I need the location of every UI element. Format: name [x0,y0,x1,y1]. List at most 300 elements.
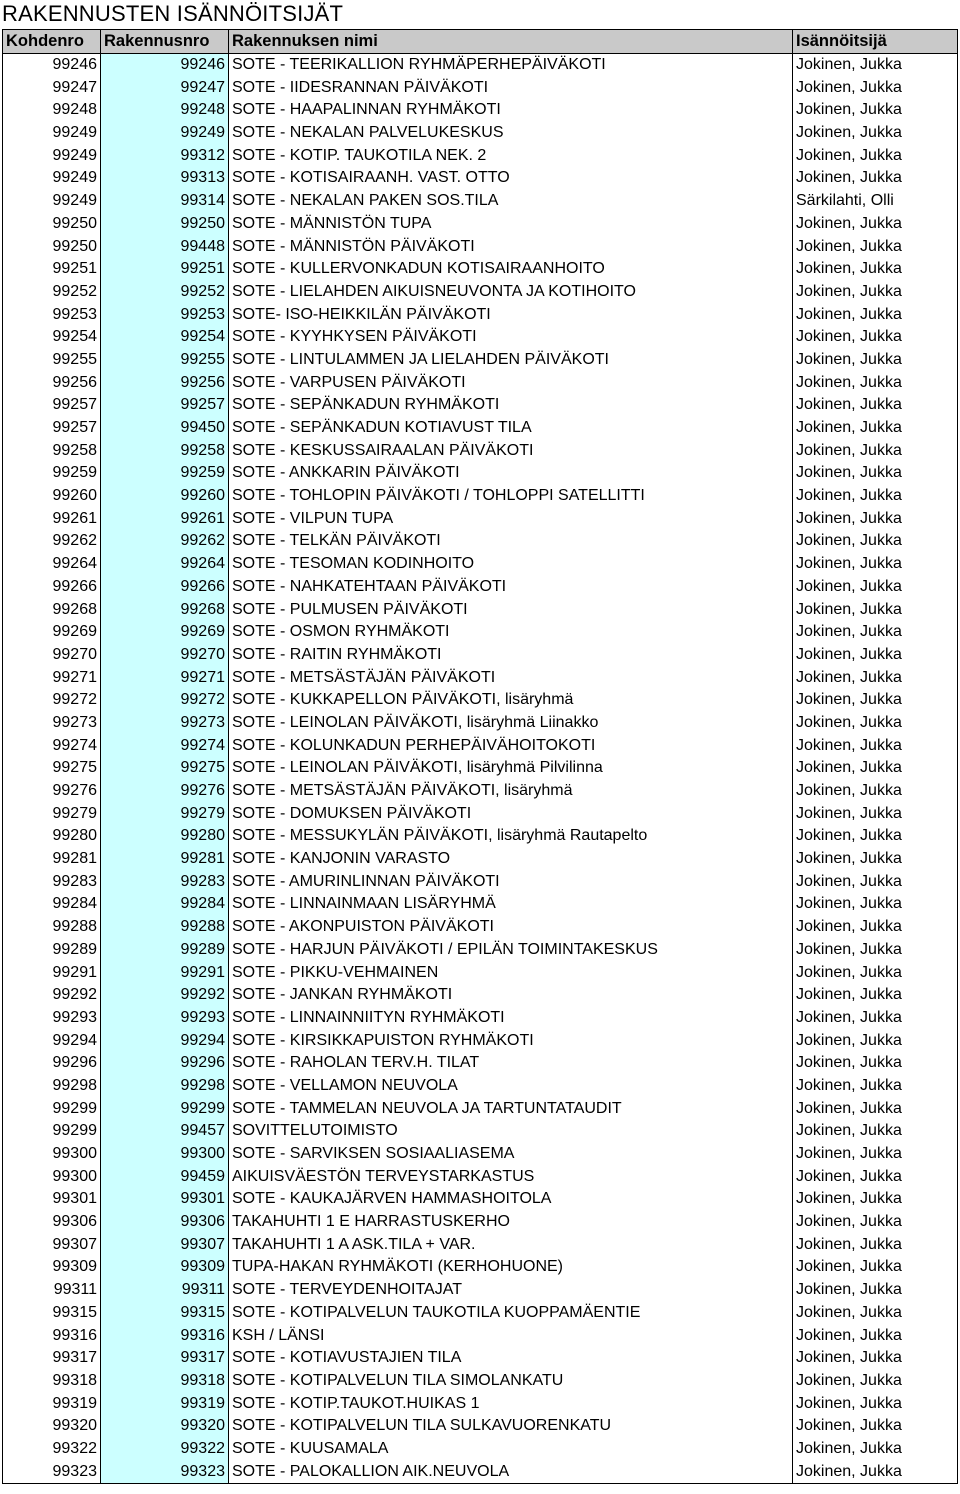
kohdenro-cell: 99289 [3,939,101,962]
building-name-cell: SOTE - KIRSIKKAPUISTON RYHMÄKOTI [229,1029,793,1052]
table-row [3,1052,958,1075]
buildings-table [2,29,958,1484]
rakennusnro-cell: 99279 [101,802,229,825]
table-row [3,1211,958,1234]
kohdenro-cell: 99299 [3,1097,101,1120]
manager-cell: Jokinen, Jukka [793,1460,958,1483]
rakennusnro-cell: 99259 [101,462,229,485]
table-row [3,802,958,825]
kohdenro-cell: 99247 [3,76,101,99]
kohdenro-cell: 99307 [3,1233,101,1256]
building-name-cell: SOTE - ANKKARIN PÄIVÄKOTI [229,462,793,485]
manager-cell: Jokinen, Jukka [793,1029,958,1052]
building-name-cell: SOTE - VARPUSEN PÄIVÄKOTI [229,371,793,394]
manager-cell: Jokinen, Jukka [793,1370,958,1393]
rakennusnro-cell: 99311 [101,1279,229,1302]
rakennusnro-cell: 99280 [101,825,229,848]
manager-cell: Jokinen, Jukka [793,1052,958,1075]
table-row [3,893,958,916]
kohdenro-cell: 99249 [3,190,101,213]
table-body [3,53,958,1483]
rakennusnro-cell: 99249 [101,122,229,145]
manager-cell: Jokinen, Jukka [793,1120,958,1143]
kohdenro-cell: 99284 [3,893,101,916]
rakennusnro-cell: 99296 [101,1052,229,1075]
rakennusnro-cell: 99293 [101,1007,229,1030]
table-row [3,258,958,281]
rakennusnro-cell: 99316 [101,1324,229,1347]
building-name-cell: SOTE - KOTIP.TAUKOT.HUIKAS 1 [229,1392,793,1415]
kohdenro-cell: 99268 [3,598,101,621]
table-row [3,417,958,440]
kohdenro-cell: 99259 [3,462,101,485]
table-row [3,122,958,145]
building-name-cell: SOTE - TAMMELAN NEUVOLA JA TARTUNTATAUDIT [229,1097,793,1120]
kohdenro-cell: 99311 [3,1279,101,1302]
table-row [3,281,958,304]
building-name-cell: SOTE - AMURINLINNAN PÄIVÄKOTI [229,870,793,893]
rakennusnro-cell: 99261 [101,507,229,530]
kohdenro-cell: 99272 [3,689,101,712]
building-name-cell: SOTE - NAHKATEHTAAN PÄIVÄKOTI [229,576,793,599]
kohdenro-cell: 99274 [3,734,101,757]
kohdenro-cell: 99317 [3,1347,101,1370]
table-row [3,190,958,213]
rakennusnro-cell: 99260 [101,485,229,508]
building-name-cell: SOTE - JANKAN RYHMÄKOTI [229,984,793,1007]
building-name-cell: SOTE - KOTIPALVELUN TILA SIMOLANKATU [229,1370,793,1393]
rakennusnro-cell: 99283 [101,870,229,893]
rakennusnro-cell: 99262 [101,530,229,553]
table-row [3,439,958,462]
building-name-cell: SOTE - LEINOLAN PÄIVÄKOTI, lisäryhmä Liinakko [229,712,793,735]
rakennusnro-cell: 99291 [101,961,229,984]
manager-cell: Jokinen, Jukka [793,644,958,667]
manager-cell: Jokinen, Jukka [793,825,958,848]
manager-cell: Jokinen, Jukka [793,1165,958,1188]
manager-cell: Jokinen, Jukka [793,122,958,145]
building-name-cell: SOTE - KULLERVONKADUN KOTISAIRAANHOITO [229,258,793,281]
rakennusnro-cell: 99314 [101,190,229,213]
building-name-cell: SOTE - LINNAINMAAN LISÄRYHMÄ [229,893,793,916]
building-name-cell: SOTE - KOLUNKADUN PERHEPÄIVÄHOITOKOTI [229,734,793,757]
manager-cell: Jokinen, Jukka [793,281,958,304]
manager-cell: Jokinen, Jukka [793,99,958,122]
table-row [3,734,958,757]
table-row [3,303,958,326]
rakennusnro-cell: 99253 [101,303,229,326]
building-name-cell: SOTE - KOTIP. TAUKOTILA NEK. 2 [229,144,793,167]
manager-cell: Jokinen, Jukka [793,213,958,236]
kohdenro-cell: 99280 [3,825,101,848]
building-name-cell: SOTE - HARJUN PÄIVÄKOTI / EPILÄN TOIMINTAKESKUS [229,939,793,962]
table-row [3,1392,958,1415]
table-row [3,1370,958,1393]
table-row [3,939,958,962]
kohdenro-cell: 99300 [3,1143,101,1166]
building-name-cell: SOTE - LINTULAMMEN JA LIELAHDEN PÄIVÄKOTI [229,349,793,372]
building-name-cell: SOTE - LIELAHDEN AIKUISNEUVONTA JA KOTIHOITO [229,281,793,304]
manager-cell: Jokinen, Jukka [793,349,958,372]
table-row [3,576,958,599]
rakennusnro-cell: 99269 [101,621,229,644]
kohdenro-cell: 99319 [3,1392,101,1415]
table-row [3,530,958,553]
rakennusnro-cell: 99292 [101,984,229,1007]
building-name-cell: SOTE - SEPÄNKADUN RYHMÄKOTI [229,394,793,417]
manager-cell: Jokinen, Jukka [793,1233,958,1256]
building-name-cell: SOVITTELUTOIMISTO [229,1120,793,1143]
kohdenro-cell: 99250 [3,213,101,236]
kohdenro-cell: 99323 [3,1460,101,1483]
table-row [3,371,958,394]
manager-cell: Jokinen, Jukka [793,485,958,508]
kohdenro-cell: 99248 [3,99,101,122]
table-row [3,1302,958,1325]
kohdenro-cell: 99298 [3,1075,101,1098]
manager-cell: Jokinen, Jukka [793,757,958,780]
table-row [3,780,958,803]
building-name-cell: TUPA-HAKAN RYHMÄKOTI (KERHOHUONE) [229,1256,793,1279]
table-row [3,1143,958,1166]
building-name-cell: SOTE - AKONPUISTON PÄIVÄKOTI [229,916,793,939]
building-name-cell: SOTE - KANJONIN VARASTO [229,848,793,871]
kohdenro-cell: 99292 [3,984,101,1007]
manager-cell: Jokinen, Jukka [793,553,958,576]
kohdenro-cell: 99266 [3,576,101,599]
kohdenro-cell: 99252 [3,281,101,304]
kohdenro-cell: 99276 [3,780,101,803]
kohdenro-cell: 99315 [3,1302,101,1325]
rakennusnro-cell: 99289 [101,939,229,962]
manager-cell: Jokinen, Jukka [793,984,958,1007]
table-row [3,1165,958,1188]
table-row [3,666,958,689]
manager-cell: Jokinen, Jukka [793,326,958,349]
manager-cell: Särkilahti, Olli [793,190,958,213]
column-header-isannoitsija: Isännöitsijä [793,30,958,54]
rakennusnro-cell: 99300 [101,1143,229,1166]
table-row [3,235,958,258]
manager-cell: Jokinen, Jukka [793,734,958,757]
kohdenro-cell: 99279 [3,802,101,825]
column-header-rakennuksen-nimi: Rakennuksen nimi [229,30,793,54]
building-name-cell: SOTE - PULMUSEN PÄIVÄKOTI [229,598,793,621]
rakennusnro-cell: 99306 [101,1211,229,1234]
table-row [3,213,958,236]
kohdenro-cell: 99291 [3,961,101,984]
table-row [3,1233,958,1256]
kohdenro-cell: 99294 [3,1029,101,1052]
kohdenro-cell: 99261 [3,507,101,530]
kohdenro-cell: 99251 [3,258,101,281]
rakennusnro-cell: 99271 [101,666,229,689]
kohdenro-cell: 99309 [3,1256,101,1279]
rakennusnro-cell: 99254 [101,326,229,349]
building-name-cell: SOTE - NEKALAN PALVELUKESKUS [229,122,793,145]
manager-cell: Jokinen, Jukka [793,1075,958,1098]
kohdenro-cell: 99254 [3,326,101,349]
rakennusnro-cell: 99250 [101,213,229,236]
kohdenro-cell: 99299 [3,1120,101,1143]
building-name-cell: SOTE - KUKKAPELLON PÄIVÄKOTI, lisäryhmä [229,689,793,712]
rakennusnro-cell: 99319 [101,1392,229,1415]
rakennusnro-cell: 99299 [101,1097,229,1120]
manager-cell: Jokinen, Jukka [793,462,958,485]
rakennusnro-cell: 99246 [101,53,229,76]
manager-cell: Jokinen, Jukka [793,76,958,99]
building-name-cell: SOTE - TESOMAN KODINHOITO [229,553,793,576]
manager-cell: Jokinen, Jukka [793,1256,958,1279]
table-row [3,1120,958,1143]
manager-cell: Jokinen, Jukka [793,394,958,417]
manager-cell: Jokinen, Jukka [793,1188,958,1211]
table-row [3,984,958,1007]
kohdenro-cell: 99320 [3,1415,101,1438]
table-row [3,961,958,984]
kohdenro-cell: 99273 [3,712,101,735]
table-row [3,326,958,349]
kohdenro-cell: 99249 [3,167,101,190]
manager-cell: Jokinen, Jukka [793,1415,958,1438]
table-row [3,1347,958,1370]
column-header-kohdenro: Kohdenro [3,30,101,54]
building-name-cell: SOTE - LINNAINNIITYN RYHMÄKOTI [229,1007,793,1030]
manager-cell: Jokinen, Jukka [793,576,958,599]
building-name-cell: SOTE - HAAPALINNAN RYHMÄKOTI [229,99,793,122]
table-row [3,553,958,576]
building-name-cell: SOTE - KESKUSSAIRAALAN PÄIVÄKOTI [229,439,793,462]
table-row [3,1007,958,1030]
building-name-cell: SOTE - LEINOLAN PÄIVÄKOTI, lisäryhmä Pilvilinna [229,757,793,780]
table-row [3,1324,958,1347]
table-header-row [3,30,958,54]
manager-cell: Jokinen, Jukka [793,1302,958,1325]
rakennusnro-cell: 99248 [101,99,229,122]
table-row [3,1279,958,1302]
table-row [3,349,958,372]
manager-cell: Jokinen, Jukka [793,417,958,440]
building-name-cell: SOTE - RAHOLAN TERV.H. TILAT [229,1052,793,1075]
building-name-cell: SOTE - KAUKAJÄRVEN HAMMASHOITOLA [229,1188,793,1211]
building-name-cell: SOTE - NEKALAN PAKEN SOS.TILA [229,190,793,213]
kohdenro-cell: 99264 [3,553,101,576]
table-row [3,916,958,939]
building-name-cell: SOTE - SARVIKSEN SOSIAALIASEMA [229,1143,793,1166]
building-name-cell: SOTE - DOMUKSEN PÄIVÄKOTI [229,802,793,825]
building-name-cell: SOTE - TERVEYDENHOITAJAT [229,1279,793,1302]
rakennusnro-cell: 99252 [101,281,229,304]
kohdenro-cell: 99249 [3,122,101,145]
building-name-cell: SOTE - KOTIAVUSTAJIEN TILA [229,1347,793,1370]
building-name-cell: SOTE - KYYHKYSEN PÄIVÄKOTI [229,326,793,349]
table-row [3,1438,958,1461]
manager-cell: Jokinen, Jukka [793,666,958,689]
table-row [3,167,958,190]
rakennusnro-cell: 99323 [101,1460,229,1483]
kohdenro-cell: 99318 [3,1370,101,1393]
kohdenro-cell: 99258 [3,439,101,462]
rakennusnro-cell: 99274 [101,734,229,757]
rakennusnro-cell: 99312 [101,144,229,167]
rakennusnro-cell: 99457 [101,1120,229,1143]
table-row [3,848,958,871]
manager-cell: Jokinen, Jukka [793,1211,958,1234]
rakennusnro-cell: 99268 [101,598,229,621]
building-name-cell: SOTE - KOTIPALVELUN TILA SULKAVUORENKATU [229,1415,793,1438]
rakennusnro-cell: 99258 [101,439,229,462]
manager-cell: Jokinen, Jukka [793,167,958,190]
manager-cell: Jokinen, Jukka [793,870,958,893]
rakennusnro-cell: 99270 [101,644,229,667]
manager-cell: Jokinen, Jukka [793,1143,958,1166]
table-row [3,598,958,621]
building-name-cell: SOTE - TELKÄN PÄIVÄKOTI [229,530,793,553]
table-row [3,1188,958,1211]
building-name-cell: SOTE - SEPÄNKADUN KOTIAVUST TILA [229,417,793,440]
kohdenro-cell: 99270 [3,644,101,667]
manager-cell: Jokinen, Jukka [793,802,958,825]
table-row [3,757,958,780]
table-row [3,1415,958,1438]
kohdenro-cell: 99271 [3,666,101,689]
table-row [3,621,958,644]
kohdenro-cell: 99257 [3,394,101,417]
rakennusnro-cell: 99294 [101,1029,229,1052]
kohdenro-cell: 99250 [3,235,101,258]
building-name-cell: SOTE - MESSUKYLÄN PÄIVÄKOTI, lisäryhmä Rautapelto [229,825,793,848]
manager-cell: Jokinen, Jukka [793,848,958,871]
building-name-cell: SOTE - TEERIKALLION RYHMÄPERHEPÄIVÄKOTI [229,53,793,76]
rakennusnro-cell: 99317 [101,1347,229,1370]
rakennusnro-cell: 99448 [101,235,229,258]
rakennusnro-cell: 99257 [101,394,229,417]
building-name-cell: TAKAHUHTI 1 E HARRASTUSKERHO [229,1211,793,1234]
manager-cell: Jokinen, Jukka [793,1438,958,1461]
manager-cell: Jokinen, Jukka [793,235,958,258]
column-header-rakennusnro: Rakennusnro [101,30,229,54]
manager-cell: Jokinen, Jukka [793,893,958,916]
kohdenro-cell: 99288 [3,916,101,939]
manager-cell: Jokinen, Jukka [793,1324,958,1347]
table-row [3,1256,958,1279]
rakennusnro-cell: 99459 [101,1165,229,1188]
rakennusnro-cell: 99275 [101,757,229,780]
table-row [3,394,958,417]
kohdenro-cell: 99257 [3,417,101,440]
table-row [3,825,958,848]
kohdenro-cell: 99246 [3,53,101,76]
rakennusnro-cell: 99272 [101,689,229,712]
manager-cell: Jokinen, Jukka [793,303,958,326]
manager-cell: Jokinen, Jukka [793,439,958,462]
manager-cell: Jokinen, Jukka [793,961,958,984]
kohdenro-cell: 99262 [3,530,101,553]
rakennusnro-cell: 99313 [101,167,229,190]
building-name-cell: SOTE - OSMON RYHMÄKOTI [229,621,793,644]
kohdenro-cell: 99281 [3,848,101,871]
rakennusnro-cell: 99256 [101,371,229,394]
manager-cell: Jokinen, Jukka [793,1007,958,1030]
manager-cell: Jokinen, Jukka [793,1392,958,1415]
rakennusnro-cell: 99450 [101,417,229,440]
manager-cell: Jokinen, Jukka [793,371,958,394]
kohdenro-cell: 99316 [3,1324,101,1347]
manager-cell: Jokinen, Jukka [793,1347,958,1370]
manager-cell: Jokinen, Jukka [793,530,958,553]
kohdenro-cell: 99260 [3,485,101,508]
rakennusnro-cell: 99276 [101,780,229,803]
building-name-cell: SOTE - RAITIN RYHMÄKOTI [229,644,793,667]
kohdenro-cell: 99283 [3,870,101,893]
table-row [3,507,958,530]
manager-cell: Jokinen, Jukka [793,1097,958,1120]
manager-cell: Jokinen, Jukka [793,144,958,167]
building-name-cell: TAKAHUHTI 1 A ASK.TILA + VAR. [229,1233,793,1256]
kohdenro-cell: 99301 [3,1188,101,1211]
rakennusnro-cell: 99320 [101,1415,229,1438]
rakennusnro-cell: 99318 [101,1370,229,1393]
building-name-cell: SOTE - KUUSAMALA [229,1438,793,1461]
building-name-cell: SOTE - VELLAMON NEUVOLA [229,1075,793,1098]
table-row [3,144,958,167]
building-name-cell: SOTE - VILPUN TUPA [229,507,793,530]
rakennusnro-cell: 99298 [101,1075,229,1098]
table-row [3,644,958,667]
kohdenro-cell: 99255 [3,349,101,372]
rakennusnro-cell: 99255 [101,349,229,372]
table-row [3,53,958,76]
rakennusnro-cell: 99251 [101,258,229,281]
building-name-cell: SOTE- ISO-HEIKKILÄN PÄIVÄKOTI [229,303,793,326]
table-row [3,76,958,99]
rakennusnro-cell: 99301 [101,1188,229,1211]
manager-cell: Jokinen, Jukka [793,598,958,621]
manager-cell: Jokinen, Jukka [793,916,958,939]
rakennusnro-cell: 99284 [101,893,229,916]
building-name-cell: SOTE - MÄNNISTÖN TUPA [229,213,793,236]
kohdenro-cell: 99249 [3,144,101,167]
table-row [3,1097,958,1120]
manager-cell: Jokinen, Jukka [793,939,958,962]
manager-cell: Jokinen, Jukka [793,507,958,530]
building-name-cell: SOTE - IIDESRANNAN PÄIVÄKOTI [229,76,793,99]
manager-cell: Jokinen, Jukka [793,53,958,76]
building-name-cell: SOTE - PIKKU-VEHMAINEN [229,961,793,984]
table-row [3,712,958,735]
rakennusnro-cell: 99273 [101,712,229,735]
building-name-cell: SOTE - METSÄSTÄJÄN PÄIVÄKOTI, lisäryhmä [229,780,793,803]
kohdenro-cell: 99306 [3,1211,101,1234]
rakennusnro-cell: 99307 [101,1233,229,1256]
kohdenro-cell: 99300 [3,1165,101,1188]
kohdenro-cell: 99256 [3,371,101,394]
table-row [3,1460,958,1483]
kohdenro-cell: 99322 [3,1438,101,1461]
building-name-cell: SOTE - MÄNNISTÖN PÄIVÄKOTI [229,235,793,258]
building-name-cell: KSH / LÄNSI [229,1324,793,1347]
building-name-cell: SOTE - KOTIPALVELUN TAUKOTILA KUOPPAMÄENTIE [229,1302,793,1325]
manager-cell: Jokinen, Jukka [793,712,958,735]
rakennusnro-cell: 99288 [101,916,229,939]
table-row [3,1075,958,1098]
rakennusnro-cell: 99247 [101,76,229,99]
manager-cell: Jokinen, Jukka [793,1279,958,1302]
building-name-cell: AIKUISVÄESTÖN TERVEYSTARKASTUS [229,1165,793,1188]
building-name-cell: SOTE - TOHLOPIN PÄIVÄKOTI / TOHLOPPI SATELLITTI [229,485,793,508]
building-name-cell: SOTE - METSÄSTÄJÄN PÄIVÄKOTI [229,666,793,689]
table-row [3,99,958,122]
